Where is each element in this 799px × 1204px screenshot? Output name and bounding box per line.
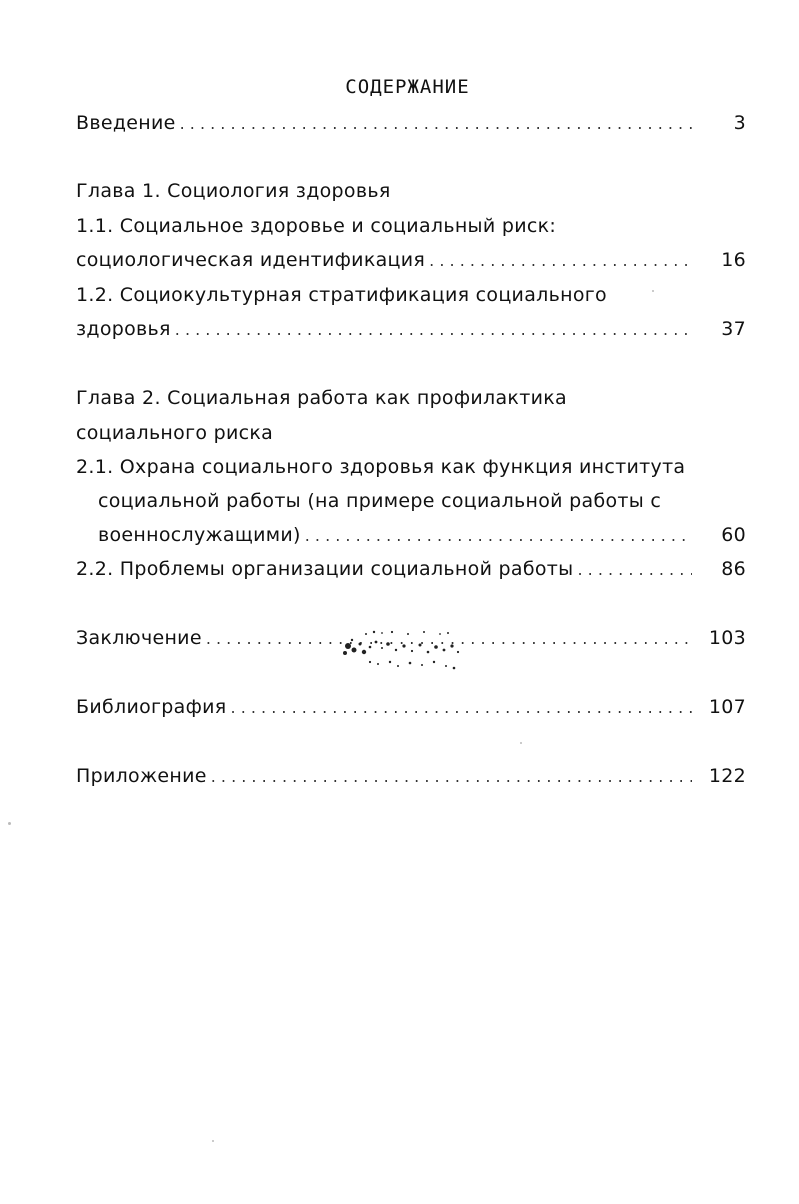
toc-page-number: 60	[721, 524, 746, 546]
toc-entry-text: Введение	[76, 112, 176, 134]
toc-entry-text: Приложение	[76, 765, 207, 787]
dot-leader	[429, 249, 692, 273]
toc-entry-2-2[interactable]	[76, 557, 746, 581]
toc-entry-2-1[interactable]	[98, 523, 746, 547]
dot-leader	[305, 524, 692, 548]
dot-leader	[577, 558, 692, 582]
toc-entry-text: военнослужащими)	[98, 524, 301, 546]
page-title: СОДЕРЖАНИЕ	[345, 76, 470, 98]
toc-entry-1-1-line1: 1.1. Социальное здоровье и социальный риск:	[76, 215, 557, 237]
toc-page-number: 16	[721, 249, 746, 271]
chapter-2-heading-line2: социального риска	[76, 422, 274, 444]
scan-speck	[8, 822, 11, 825]
toc-entry-introduction[interactable]	[76, 111, 746, 135]
toc-entry-2-1-line1: 2.1. Охрана социального здоровья как функция института	[76, 456, 686, 478]
toc-page-number: 103	[708, 627, 746, 649]
toc-entry-text: социологическая идентификация	[76, 249, 426, 271]
scan-speck	[652, 290, 654, 292]
toc-entry-text: Заключение	[76, 627, 202, 649]
scan-speck	[212, 1140, 214, 1142]
dot-leader	[175, 318, 692, 342]
toc-entry-1-2-line1: 1.2. Социокультурная стратификация социального	[76, 284, 607, 306]
dot-leader	[231, 696, 692, 720]
chapter-2-heading-line1: Глава 2. Социальная работа как профилактика	[76, 387, 567, 409]
scan-speck	[520, 742, 522, 744]
toc-entry-2-1-line2: социальной работы (на примере социальной работы с	[98, 490, 662, 512]
toc-page-number: 37	[721, 318, 746, 340]
toc-page-number: 3	[733, 112, 746, 134]
dot-leader	[180, 112, 692, 136]
toc-page-number: 86	[721, 558, 746, 580]
toc-entry-1-2[interactable]	[76, 317, 746, 341]
library-stamp-smudge	[336, 626, 470, 672]
toc-entry-text: здоровья	[76, 318, 171, 340]
dot-leader	[211, 765, 692, 789]
toc-entry-bibliography[interactable]	[76, 695, 746, 719]
toc-entry-text: Библиография	[76, 696, 227, 718]
toc-page-number: 107	[708, 696, 746, 718]
chapter-1-heading: Глава 1. Социология здоровья	[76, 180, 391, 202]
toc-entry-text: 2.2. Проблемы организации социальной работы	[76, 558, 574, 580]
toc-page-number: 122	[708, 765, 746, 787]
toc-entry-1-1[interactable]	[76, 248, 746, 272]
toc-entry-appendix[interactable]	[76, 764, 746, 788]
